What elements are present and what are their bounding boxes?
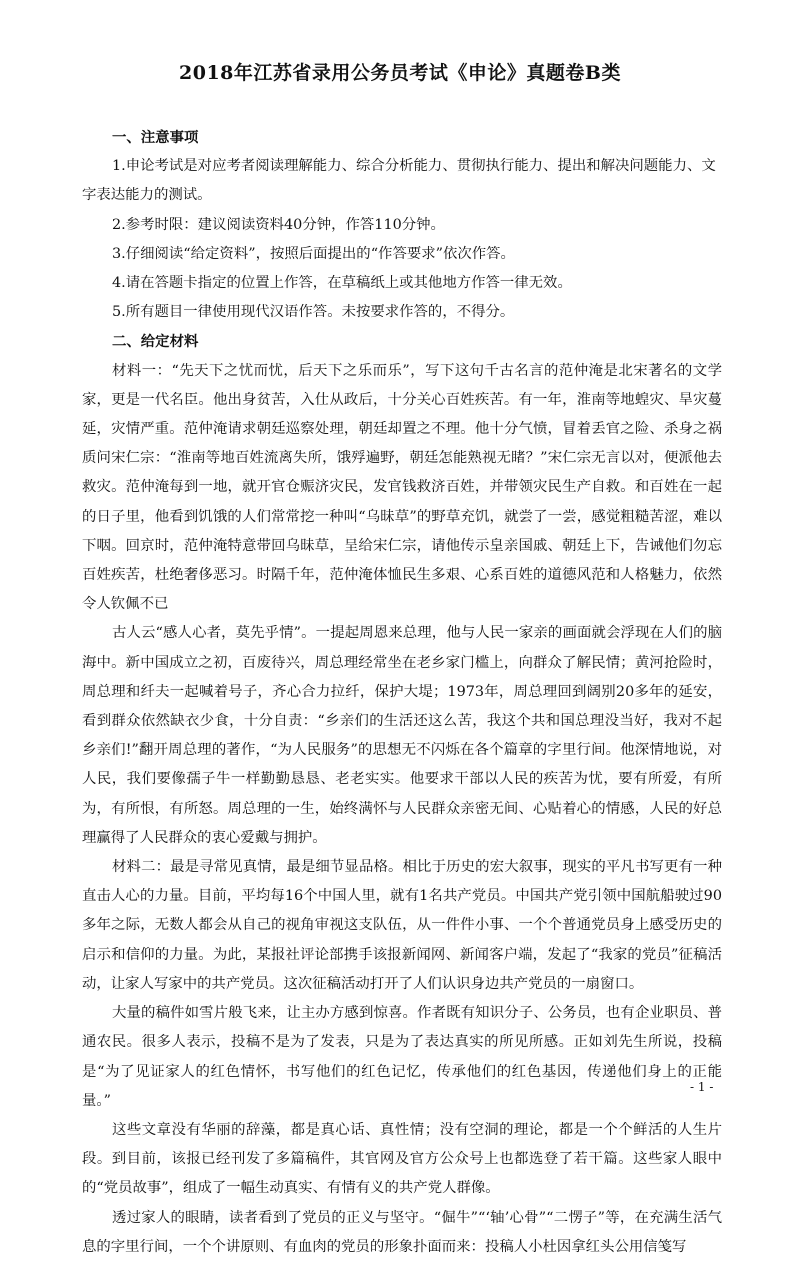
- notice-item: 1.申论考试是对应考者阅读理解能力、综合分析能力、贯彻执行能力、提出和解决问题能力、文字表达能力的测试。: [82, 158, 716, 204]
- notice-item: 2.参考时限：建议阅读资料40分钟，作答110分钟。: [112, 216, 445, 233]
- page-title: 2018年江苏省录用公务员考试《申论》真题卷B类: [179, 62, 621, 84]
- notice-item: 3.仔细阅读“给定资料”，按照后面提出的“作答要求”依次作答。: [112, 245, 515, 262]
- material-paragraph: 大量的稿件如雪片般飞来，让主办方感到惊喜。作者既有知识分子、公务员，也有企业职员、普通农民。很多人表示，投稿不是为了发表，只是为了表达真实的所见所感。正如刘先生所说，投稿是“为了见证家人的红色情怀，书写他们的红色记忆，传承他们的红色基因，传递他们身上的正能量。”: [82, 1005, 722, 1109]
- material-paragraph: 古人云“感人心者，莫先乎情”。一提起周恩来总理，他与人民一家亲的画面就会浮现在人们的脑海中。新中国成立之初，百废待兴，周总理经常坐在老乡家门槛上，向群众了解民情；黄河抢险时，周总理和纤夫一起喊着号子，齐心合力拉纤，保护大堤；1973年，周总理回到阔别20多年的延安，看到群众依然缺衣少食，十分自责：“乡亲们的生活还这么苦，我这个共和国总理没当好，我对不起乡亲们!”翻开周总理的著作，“为人民服务”的思想无不闪烁在各个篇章的字里行间。他深情地说，对人民，我们要像孺子牛一样勤勤恳恳、老老实实。他要求干部以人民的疾苦为忧，要有所爱，有所为，有所恨，有所怒。周总理的一生，始终满怀与人民群众亲密无间、心贴着心的情感，人民的好总理赢得了人民群众的衷心爱戴与拥护。: [82, 625, 722, 846]
- notice-item: 4.请在答题卡指定的位置上作答，在草稿纸上或其他地方作答一律无效。: [112, 275, 572, 292]
- material-paragraph: 材料一：“先天下之忧而忧，后天下之乐而乐”，写下这句千古名言的范仲淹是北宋著名的文学家，更是一代名臣。他出身贫苦，入仕从政后，十分关心百姓疾苦。有一年，淮南等地蝗灾、旱灾蔓延，灾情严重。范仲淹请求朝廷巡察处理，朝廷却置之不理。他十分气愤，冒着丢官之险、杀身之祸质问宋仁宗：“淮南等地百姓流离失所，饿殍遍野，朝廷怎能熟视无睹？”宋仁宗无言以对，便派他去救灾。范仲淹每到一地，就开官仓赈济灾民，发官钱救济百姓，并带领灾民生产自救。和百姓在一起的日子里，他看到饥饿的人们常常挖一种叫“乌昧草”的野草充饥，就尝了一尝，感觉粗糙苦涩，难以下咽。回京时，范仲淹特意带回乌昧草，呈给宋仁宗，请他传示皇亲国戚、朝廷上下，告诫他们勿忘百姓疾苦，杜绝奢侈恶习。时隔千年，范仲淹体恤民生多艰、心系百姓的道德风范和人格魅力，依然令人钦佩不已: [82, 362, 722, 613]
- section-heading-materials: 二、给定材料: [112, 333, 199, 351]
- material-paragraph: 这些文章没有华丽的辞藻，都是真心话、真性情；没有空洞的理论，都是一个个鲜活的人生片段。到目前，该报已经刊发了多篇稿件，其官网及官方公众号上也都选登了若干篇。这些家人眼中的“党员故事”，组成了一幅生动真实、有情有义的共产党人群像。: [82, 1121, 722, 1197]
- material-paragraph: 透过家人的眼睛，读者看到了党员的正义与坚守。“倔牛”“‘轴’心骨”“二愣子”等，在充满生活气息的字里行间，一个个讲原则、有血肉的党员的形象扑面而来：投稿人小杜因拿红头公用信笺写: [82, 1209, 722, 1255]
- notice-item: 5.所有题目一律使用现代汉语作答。未按要求作答的，不得分。: [112, 304, 515, 321]
- page-number: - 1 -: [690, 1080, 714, 1094]
- document-body: [82, 123, 722, 1262]
- section-heading-notes: 一、注意事项: [112, 129, 199, 146]
- material-paragraph: 材料二：最是寻常见真情，最是细节显品格。相比于历史的宏大叙事，现实的平凡书写更有一种直击人心的力量。目前，平均每16个中国人里，就有1名共产党员。中国共产党引领中国航船驶过90多年之际，无数人都会从自己的视角审视这支队伍，从一件件小事、一个个普通党员身上感受历史的启示和信仰的力量。为此，某报社评论部携手该报新闻网、新闻客户端，发起了“我家的党员”征稿活动，让家人写家中的共产党员。这次征稿活动打开了人们认识身边共产党员的一扇窗口。: [82, 859, 722, 992]
